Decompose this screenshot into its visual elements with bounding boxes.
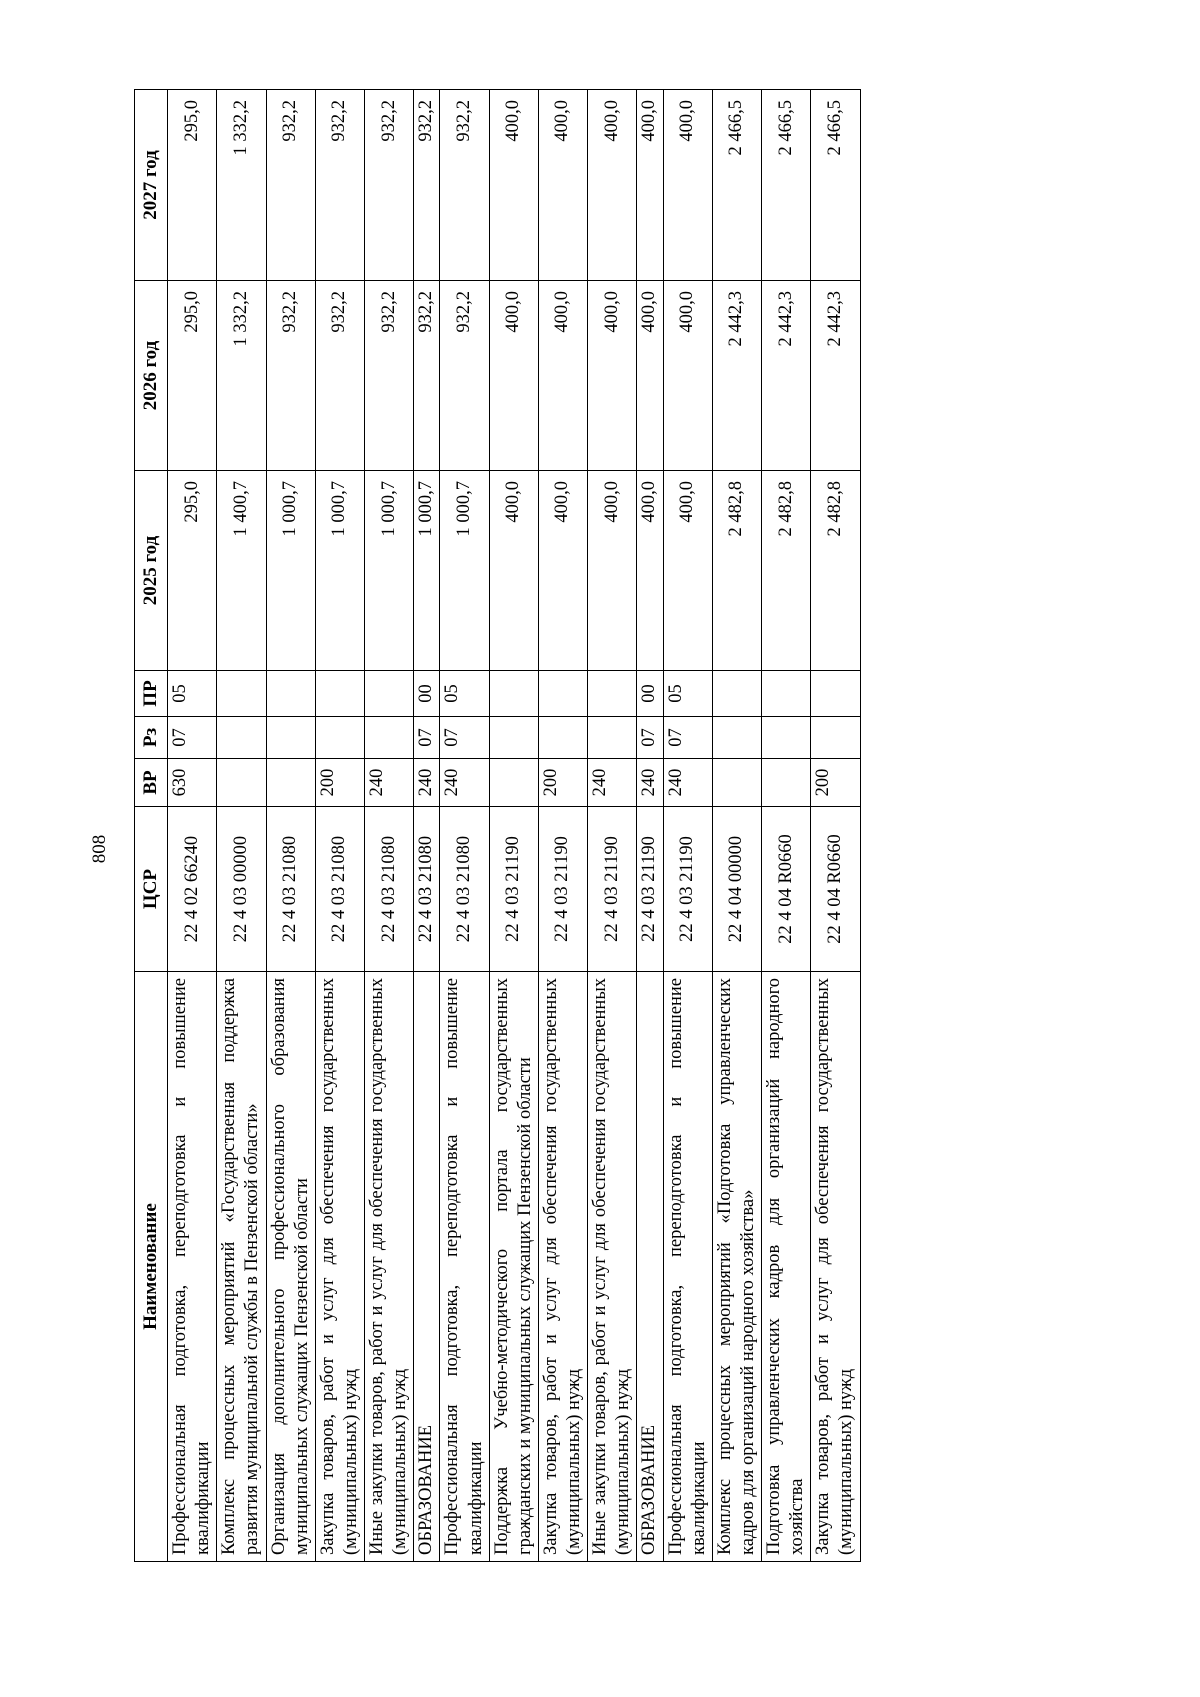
cell-rz: 07 [168, 717, 217, 759]
cell-pr: 00 [414, 671, 440, 717]
cell-2025: 1 000,7 [315, 471, 364, 671]
cell-pr: 05 [663, 671, 712, 717]
cell-2025: 2 482,8 [712, 471, 761, 671]
cell-rz: 07 [663, 717, 712, 759]
table-row [217, 90, 266, 1562]
cell-name: Комплекс процессных мероприятий «Государственная поддержка развития муниципальной службы в Пензенской области» [217, 972, 266, 1562]
cell-vr: 200 [315, 759, 364, 807]
cell-csr: 22 4 03 21080 [365, 807, 414, 972]
cell-2026: 1 332,2 [217, 281, 266, 471]
cell-2026: 2 442,3 [762, 281, 811, 471]
table-row [538, 90, 587, 1562]
cell-pr [217, 671, 266, 717]
cell-rz [266, 717, 315, 759]
cell-rz [811, 717, 860, 759]
cell-2027: 932,2 [440, 90, 489, 281]
header-2026: 2026 год [135, 281, 168, 471]
cell-pr [365, 671, 414, 717]
cell-2026: 295,0 [168, 281, 217, 471]
table-header-row [135, 90, 168, 1562]
table-row [365, 90, 414, 1562]
cell-2025: 1 000,7 [414, 471, 440, 671]
cell-name: ОБРАЗОВАНИЕ [637, 972, 663, 1562]
cell-2026: 400,0 [637, 281, 663, 471]
cell-2026: 932,2 [266, 281, 315, 471]
cell-rz [538, 717, 587, 759]
cell-vr: 240 [440, 759, 489, 807]
cell-2026: 2 442,3 [811, 281, 860, 471]
cell-pr [538, 671, 587, 717]
table-row [414, 90, 440, 1562]
table-row [489, 90, 538, 1562]
cell-name: Поддержка Учебно-методического портала государственных гражданских и муниципальных служащих Пензенской области [489, 972, 538, 1562]
cell-name: Закупка товаров, работ и услуг для обеспечения государственных (муниципальных) нужд [315, 972, 364, 1562]
cell-2026: 400,0 [663, 281, 712, 471]
table-row [762, 90, 811, 1562]
cell-vr: 240 [588, 759, 637, 807]
cell-csr: 22 4 03 21190 [588, 807, 637, 972]
table-row [588, 90, 637, 1562]
cell-pr [266, 671, 315, 717]
cell-csr: 22 4 04 R0660 [762, 807, 811, 972]
cell-2027: 1 332,2 [217, 90, 266, 281]
cell-pr [762, 671, 811, 717]
cell-2027: 400,0 [538, 90, 587, 281]
header-rz: Рз [135, 717, 168, 759]
page-number: 808 [89, 834, 110, 864]
cell-vr [712, 759, 761, 807]
cell-vr: 240 [365, 759, 414, 807]
cell-vr [217, 759, 266, 807]
cell-2027: 2 466,5 [762, 90, 811, 281]
budget-table [134, 89, 861, 1562]
cell-2027: 932,2 [414, 90, 440, 281]
table-row [637, 90, 663, 1562]
cell-vr: 200 [811, 759, 860, 807]
cell-csr: 22 4 03 21190 [538, 807, 587, 972]
cell-2025: 400,0 [538, 471, 587, 671]
cell-2025: 295,0 [168, 471, 217, 671]
header-name: Наименование [135, 972, 168, 1562]
cell-name: Профессиональная подготовка, переподготовка и повышение квалификации [168, 972, 217, 1562]
cell-rz: 07 [440, 717, 489, 759]
cell-2026: 932,2 [414, 281, 440, 471]
cell-2025: 400,0 [588, 471, 637, 671]
cell-2025: 400,0 [637, 471, 663, 671]
cell-2027: 932,2 [365, 90, 414, 281]
table-row [168, 90, 217, 1562]
cell-2027: 400,0 [489, 90, 538, 281]
cell-vr: 630 [168, 759, 217, 807]
cell-2026: 932,2 [440, 281, 489, 471]
cell-csr: 22 4 03 21080 [414, 807, 440, 972]
cell-2027: 2 466,5 [811, 90, 860, 281]
rotated-page-content [134, 90, 1050, 1562]
table-body [168, 90, 861, 1562]
cell-2025: 1 000,7 [365, 471, 414, 671]
cell-2026: 400,0 [489, 281, 538, 471]
cell-rz [712, 717, 761, 759]
header-pr: ПР [135, 671, 168, 717]
cell-2025: 2 482,8 [811, 471, 860, 671]
cell-2025: 1 000,7 [440, 471, 489, 671]
cell-2027: 295,0 [168, 90, 217, 281]
cell-rz: 07 [637, 717, 663, 759]
cell-vr: 240 [637, 759, 663, 807]
cell-csr: 22 4 02 66240 [168, 807, 217, 972]
cell-name: Комплекс процессных мероприятий «Подготовка управленческих кадров для организаций народного хозяйства» [712, 972, 761, 1562]
cell-vr [762, 759, 811, 807]
table-row [811, 90, 860, 1562]
cell-2026: 400,0 [588, 281, 637, 471]
cell-2027: 932,2 [315, 90, 364, 281]
cell-rz [217, 717, 266, 759]
table-row [315, 90, 364, 1562]
cell-csr: 22 4 03 21080 [315, 807, 364, 972]
cell-2027: 2 466,5 [712, 90, 761, 281]
table-row [440, 90, 489, 1562]
cell-vr: 240 [414, 759, 440, 807]
cell-csr: 22 4 03 21080 [266, 807, 315, 972]
cell-vr [266, 759, 315, 807]
header-2025: 2025 год [135, 471, 168, 671]
cell-rz [762, 717, 811, 759]
cell-2025: 1 000,7 [266, 471, 315, 671]
cell-pr [489, 671, 538, 717]
cell-vr [489, 759, 538, 807]
cell-pr [588, 671, 637, 717]
header-csr: ЦСР [135, 807, 168, 972]
cell-csr: 22 4 03 00000 [217, 807, 266, 972]
cell-name: Организация дополнительного профессионального образования муниципальных служащих Пензенской области [266, 972, 315, 1562]
cell-name: ОБРАЗОВАНИЕ [414, 972, 440, 1562]
cell-csr: 22 4 04 R0660 [811, 807, 860, 972]
table-row [663, 90, 712, 1562]
cell-2027: 932,2 [266, 90, 315, 281]
cell-vr: 240 [663, 759, 712, 807]
cell-vr: 200 [538, 759, 587, 807]
cell-csr: 22 4 04 00000 [712, 807, 761, 972]
cell-pr: 05 [440, 671, 489, 717]
cell-2025: 400,0 [663, 471, 712, 671]
cell-name: Закупка товаров, работ и услуг для обеспечения государственных (муниципальных) нужд [811, 972, 860, 1562]
cell-rz [489, 717, 538, 759]
cell-name: Профессиональная подготовка, переподготовка и повышение квалификации [440, 972, 489, 1562]
cell-2026: 2 442,3 [712, 281, 761, 471]
cell-2026: 932,2 [315, 281, 364, 471]
cell-2027: 400,0 [663, 90, 712, 281]
cell-2025: 2 482,8 [762, 471, 811, 671]
cell-csr: 22 4 03 21190 [489, 807, 538, 972]
cell-2025: 1 400,7 [217, 471, 266, 671]
cell-2027: 400,0 [637, 90, 663, 281]
cell-2026: 400,0 [538, 281, 587, 471]
cell-name: Иные закупки товаров, работ и услуг для обеспечения государственных (муниципальных) нужд [365, 972, 414, 1562]
cell-2027: 400,0 [588, 90, 637, 281]
cell-name: Закупка товаров, работ и услуг для обеспечения государственных (муниципальных) нужд [538, 972, 587, 1562]
cell-csr: 22 4 03 21190 [637, 807, 663, 972]
cell-rz [315, 717, 364, 759]
cell-rz [365, 717, 414, 759]
cell-2026: 932,2 [365, 281, 414, 471]
cell-csr: 22 4 03 21190 [663, 807, 712, 972]
table-row [712, 90, 761, 1562]
cell-pr: 00 [637, 671, 663, 717]
cell-pr [712, 671, 761, 717]
cell-pr: 05 [168, 671, 217, 717]
cell-csr: 22 4 03 21080 [440, 807, 489, 972]
cell-rz: 07 [414, 717, 440, 759]
cell-pr [811, 671, 860, 717]
table-row [266, 90, 315, 1562]
cell-rz [588, 717, 637, 759]
cell-name: Профессиональная подготовка, переподготовка и повышение квалификации [663, 972, 712, 1562]
header-2027: 2027 год [135, 90, 168, 281]
cell-name: Подготовка управленческих кадров для организаций народного хозяйства [762, 972, 811, 1562]
cell-2025: 400,0 [489, 471, 538, 671]
header-vr: ВР [135, 759, 168, 807]
cell-pr [315, 671, 364, 717]
cell-name: Иные закупки товаров, работ и услуг для обеспечения государственных (муниципальных) нужд [588, 972, 637, 1562]
